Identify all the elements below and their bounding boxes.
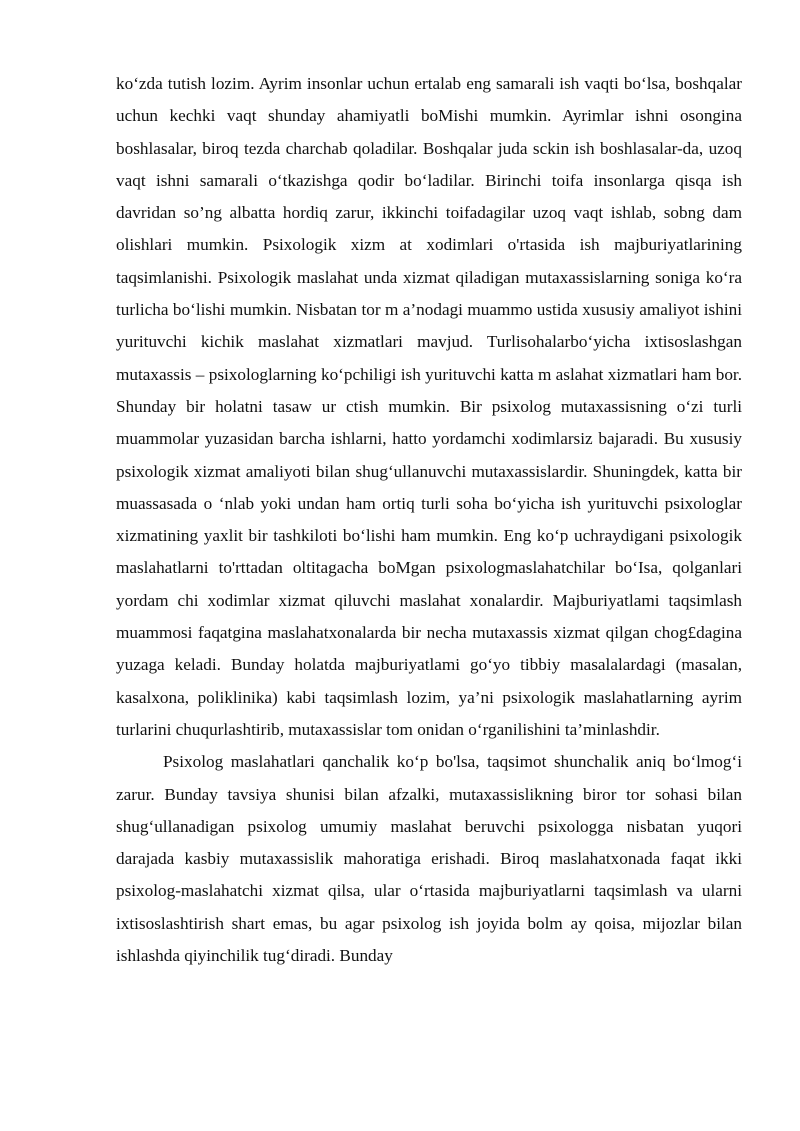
- document-page: [116, 68, 742, 972]
- paragraph-continuation: ko‘zda tutish lozim. Ayrim insonlar uchun ertalab eng samarali ish vaqti bo‘lsa, boshqalar uchun kechki vaqt shunday ahamiyatli boMishi mumkin. Ayrimlar ishni osongina boshlasalar, biroq tezda charchab qoladilar. Boshqalar juda sckin ish boshlasalar-da, uzoq vaqt ishni samarali o‘tkazishga qodir bo‘ladilar. Birinchi toifa insonlarga qisqa ish davridan so’ng albatta hordiq zarur, ikkinchi toifadagilar uzoq vaqt ishlab, sobng dam olishlari mumkin. Psixologik xizm at xodimlari o'rtasida ish majburiyatlarining taqsimlanishi. Psixologik maslahat unda xizmat qiladigan mutaxassislarning soniga ko‘ra turlicha bo‘lishi mumkin. Nisbatan tor m a’nodagi muammo ustida xususiy amaliyot ishini yurituvchi kichik maslahat xizmatlari mavjud. Turlisohalarbo‘yicha ixtisoslashgan mutaxassis – psixologlarning ko‘pchiligi ish yurituvchi katta m aslahat xizmatlari ham bor. Shunday bir holatni tasaw ur ctish mumkin. Bir psixolog mutaxassisning o‘zi turli muammolar yuzasidan barcha ishlarni, hatto yordamchi xodimlarsiz bajaradi. Bu xususiy psixologik xizmat amaliyoti bilan shug‘ullanuvchi mutaxassislardir. Shuningdek, katta bir muassasada o ‘nlab yoki undan ham ortiq turli soha bo‘yicha ish yurituvchi psixologlar xizmatining yaxlit bir tashkiloti bo‘lishi ham mumkin. Eng ko‘p uchraydigani psixologik maslahatlarni to'rttadan oltitagacha boMgan psixologmaslahatchilar bo‘Isa, qolganlari yordam chi xodimlar xizmat qiluvchi maslahat xonalardir. Majburiyatlami taqsimlash muammosi faqatgina maslahatxonalarda bir necha mutaxassis xizmat qilgan chog£dagina yuzaga keladi. Bunday holatda majburiyatlami go‘yo tibbiy masalalardagi (masalan, kasalxona, poliklinika) kabi taqsimlash lozim, ya’ni psixologik maslahatlarning ayrim turlarini chuqurlashtirib, mutaxassislar tom onidan o‘rganilishini ta’minlashdir.: [116, 74, 742, 739]
- paragraph-psixolog-maslahatlari: Psixolog maslahatlari qanchalik ko‘p bo'lsa, taqsimot shunchalik aniq bo‘lmog‘i zarur. Bunday tavsiya shunisi bilan afzalki, mutaxassislikning biror tor sohasi bilan shug‘ullanadigan psixolog umumiy maslahat beruvchi psixologga nisbatan yuqori darajada kasbiy mutaxassislik mahoratiga erishadi. Biroq maslahatxonada faqat ikki psixolog-maslahatchi xizmat qilsa, ular o‘rtasida majburiyatlarni taqsimlash va ularni ixtisoslashtirish shart emas, bu agar psixolog ish joyida bolm ay qoisa, mijozlar bilan ishlashda qiyinchilik tug‘diradi. Bunday: [116, 752, 742, 966]
